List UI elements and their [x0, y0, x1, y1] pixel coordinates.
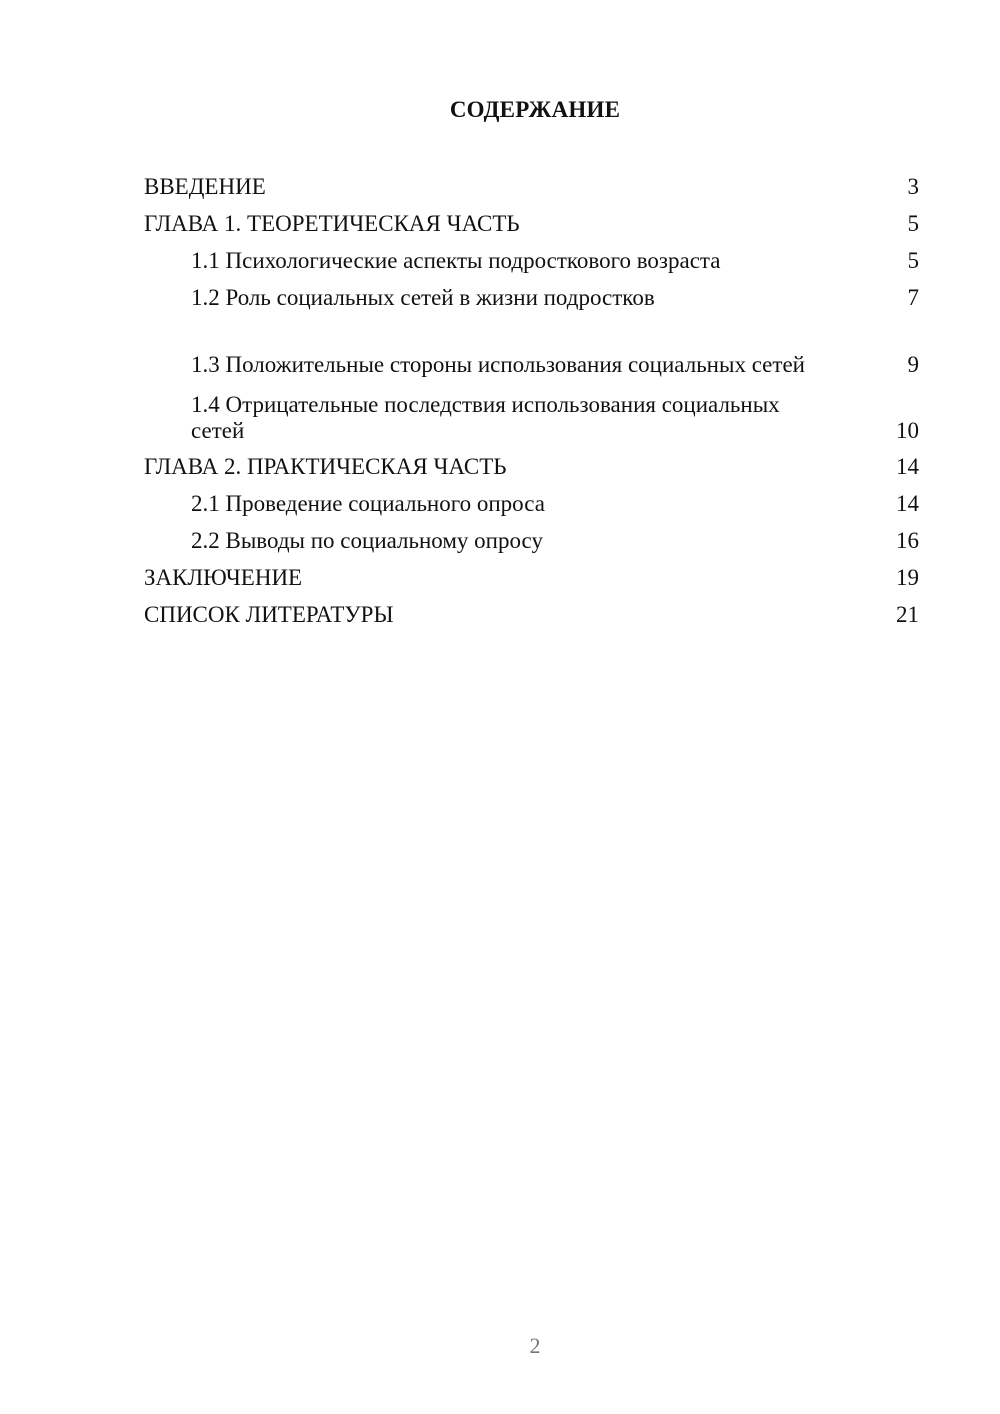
page-title: СОДЕРЖАНИЕ: [449, 97, 621, 122]
toc-entry-section-2-1[interactable]: [144, 485, 919, 522]
toc-entry-label: 1.2 Роль социальных сетей в жизни подростков: [191, 284, 655, 310]
toc-entry-label: 1.3 Положительные стороны использования социальных сетей: [191, 352, 805, 377]
toc-entry-label: 2.1 Проведение социального опроса: [191, 490, 545, 516]
toc-entry-chapter-2[interactable]: [144, 448, 919, 485]
toc-entry-introduction[interactable]: [144, 168, 919, 205]
toc-entry-label: ГЛАВА 2. ПРАКТИЧЕСКАЯ ЧАСТЬ: [144, 453, 507, 479]
toc-entry-section-1-3[interactable]: [144, 316, 919, 382]
toc-entry-page: 5: [907, 247, 919, 273]
toc-entry-page: 21: [896, 601, 919, 627]
toc-entry-label: ГЛАВА 1. ТЕОРЕТИЧЕСКАЯ ЧАСТЬ: [144, 210, 520, 236]
toc-entry-label: 1.4 Отрицательные последствия использования социальных сетей: [191, 392, 780, 443]
toc-entry-page: 14: [896, 490, 919, 516]
toc-entry-label: ВВЕДЕНИЕ: [144, 173, 266, 199]
toc-entry-label: 2.2 Выводы по социальному опросу: [191, 527, 543, 553]
toc-entry-page: 3: [907, 173, 919, 199]
toc-entry-label: СПИСОК ЛИТЕРАТУРЫ: [144, 601, 394, 627]
toc-entry-section-2-2[interactable]: [144, 522, 919, 559]
toc-entry-section-1-2[interactable]: [144, 279, 919, 316]
toc-entry-chapter-1[interactable]: [144, 205, 919, 242]
toc-entry-page: 10: [896, 418, 919, 443]
toc-entry-section-1-1[interactable]: [144, 242, 919, 279]
toc-entry-label: ЗАКЛЮЧЕНИЕ: [144, 564, 303, 590]
toc-entry-page: 16: [896, 527, 919, 553]
toc-entry-references[interactable]: [144, 596, 919, 633]
toc-entry-page: 7: [907, 284, 919, 310]
toc-entry-label: 1.1 Психологические аспекты подросткового возраста: [191, 247, 721, 273]
toc-entry-page: 5: [907, 210, 919, 236]
toc-entry-page: 9: [907, 352, 919, 377]
toc-entry-conclusion[interactable]: [144, 559, 919, 596]
page-number: 2: [529, 1333, 541, 1358]
toc-entry-page: 14: [896, 453, 919, 479]
toc-entry-page: 19: [896, 564, 919, 590]
table-of-contents: [144, 168, 919, 633]
toc-entry-section-1-4[interactable]: [144, 382, 919, 448]
